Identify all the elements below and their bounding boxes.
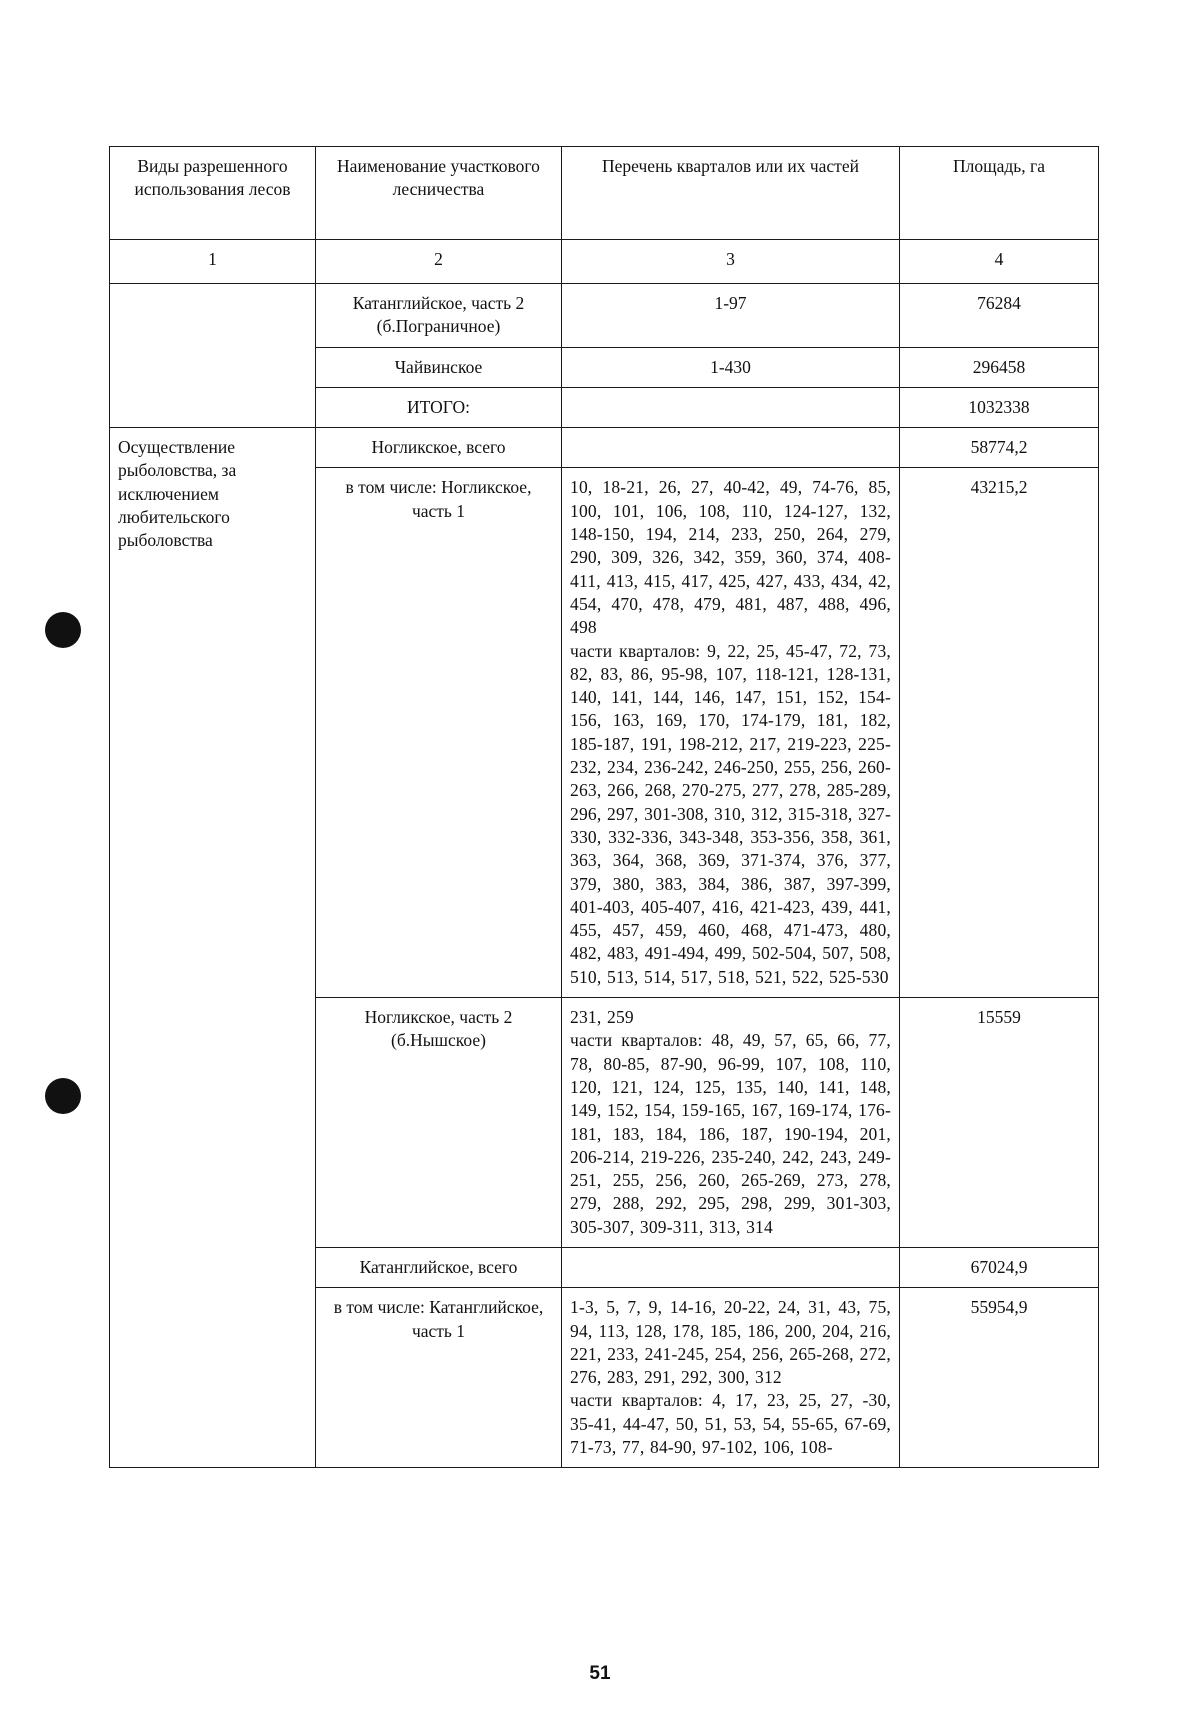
- quarters-list: [562, 468, 900, 998]
- forestry-name: Чайвинское: [316, 347, 562, 387]
- header-area: Площадь, га: [900, 147, 1099, 240]
- page-number: 51: [589, 1663, 611, 1684]
- table-row: [110, 428, 1099, 468]
- punch-hole: [45, 1078, 81, 1114]
- area-value: 55954,9: [900, 1288, 1099, 1468]
- punch-hole: [45, 612, 81, 648]
- quarters-full: 1-3, 5, 7, 9, 14-16, 20-22, 24, 31, 43, 75, 94, 113, 128, 178, 185, 186, 200, 204, 216, 221, 233, 241-245, 254, 256, 265-268, 272, 276, 283, 291, 292, 300, 312: [570, 1297, 891, 1388]
- total-area-value: 1032338: [900, 387, 1099, 427]
- forest-use-table: [109, 146, 1099, 1468]
- forestry-name: Ногликское, часть 2 (б.Нышское): [316, 998, 562, 1248]
- quarters-list: [562, 387, 900, 427]
- header-forestry-name: Наименование участкового лесничества: [316, 147, 562, 240]
- quarters-parts: части кварталов: 48, 49, 57, 65, 66, 77, 78, 80-85, 87-90, 96-99, 107, 108, 110, 120, 121, 124, 125, 135, 140, 141, 148, 149, 152, 154, 159-165, 167, 169-174, 176-181, 183, 184, 186, 187, 190-194, 201, 206-214, 219-226, 235-240, 242, 243, 249-251, 255, 256, 260, 265-269, 273, 278, 279, 288, 292, 295, 298, 299, 301-303, 305-307, 309-311, 313, 314: [570, 1030, 891, 1237]
- area-value: 76284: [900, 284, 1099, 348]
- quarters-parts: части кварталов: 4, 17, 23, 25, 27, -30, 35-41, 44-47, 50, 51, 53, 54, 55-65, 67-69, 71-73, 77, 84-90, 97-102, 106, 108-: [570, 1390, 891, 1458]
- forestry-name: в том числе: Ногликское, часть 1: [316, 468, 562, 998]
- forestry-name: Ногликское, всего: [316, 428, 562, 468]
- use-type-label: Осуществление рыболовства, за исключением любительского рыболовства: [110, 428, 316, 1468]
- area-value: 67024,9: [900, 1247, 1099, 1287]
- column-number: 2: [316, 240, 562, 284]
- header-use-type: Виды разрешенного использования лесов: [110, 147, 316, 240]
- column-number: 4: [900, 240, 1099, 284]
- quarters-list: [562, 1288, 900, 1468]
- quarters-list: [562, 428, 900, 468]
- forestry-name: Катанглийское, часть 2 (б.Пограничное): [316, 284, 562, 348]
- area-value: 58774,2: [900, 428, 1099, 468]
- area-value: 43215,2: [900, 468, 1099, 998]
- quarters-list: [562, 1247, 900, 1287]
- quarters-parts: части кварталов: 9, 22, 25, 45-47, 72, 73, 82, 83, 86, 95-98, 107, 118-121, 128-131, 140, 141, 144, 146, 147, 151, 152, 154-156, 163, 169, 170, 174-179, 181, 182, 185-187, 191, 198-212, 217, 219-223, 225-232, 234, 236-242, 246-250, 255, 256, 260-263, 266, 268, 270-275, 277, 278, 285-289, 296, 297, 301-308, 310, 312, 315-318, 327-330, 332-336, 343-348, 353-356, 358, 361, 363, 364, 368, 369, 371-374, 376, 377, 379, 380, 383, 384, 386, 387, 397-399, 401-403, 405-407, 416, 421-423, 439, 441, 455, 457, 459, 460, 468, 471-473, 480, 482, 483, 491-494, 499, 502-504, 507, 508, 510, 513, 514, 517, 518, 521, 522, 525-530: [570, 640, 891, 987]
- area-value: 296458: [900, 347, 1099, 387]
- header-quarters: Перечень кварталов или их частей: [562, 147, 900, 240]
- quarters-list: 1-97: [562, 284, 900, 348]
- area-value: 15559: [900, 998, 1099, 1248]
- use-type-cell-empty: [110, 284, 316, 428]
- quarters-list: 1-430: [562, 347, 900, 387]
- quarters-full: 10, 18-21, 26, 27, 40-42, 49, 74-76, 85, 100, 101, 106, 108, 110, 124-127, 132, 148-150, 194, 214, 233, 250, 264, 279, 290, 309, 326, 342, 359, 360, 374, 408-411, 413, 415, 417, 425, 427, 433, 434, 42, 454, 470, 478, 479, 481, 487, 488, 496, 498: [570, 477, 891, 638]
- forestry-name: в том числе: Катанглийское, часть 1: [316, 1288, 562, 1468]
- quarters-list: [562, 998, 900, 1248]
- column-number-row: [110, 240, 1099, 284]
- forestry-name: Катанглийское, всего: [316, 1247, 562, 1287]
- table-row: [110, 284, 1099, 348]
- total-label: ИТОГО:: [316, 387, 562, 427]
- column-number: 3: [562, 240, 900, 284]
- quarters-full: 231, 259: [570, 1007, 634, 1028]
- column-number: 1: [110, 240, 316, 284]
- table-header-row: [110, 147, 1099, 240]
